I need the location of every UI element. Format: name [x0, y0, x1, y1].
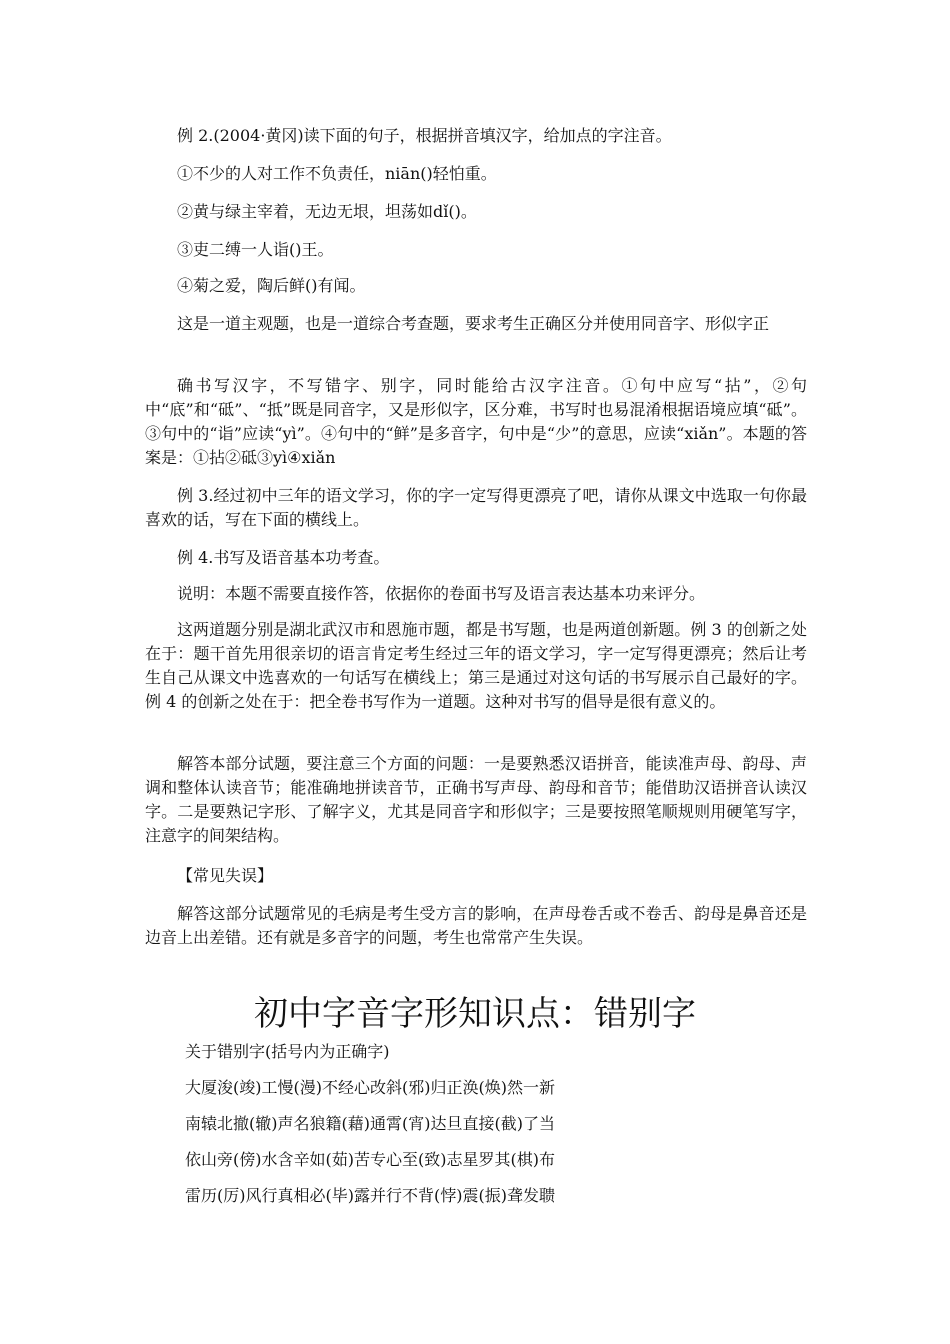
wrong-chars-line: 大厦浚(竣)工慢(漫)不经心改斜(邪)归正涣(焕)然一新 — [185, 1078, 555, 1097]
example3-text: 例 3.经过初中三年的语文学习，你的字一定写得更漂亮了吧，请你从课文中选取一句你最喜欢的话，写在下面的横线上。 — [145, 486, 807, 529]
section-title: 初中字音字形知识点：错别字 — [254, 994, 696, 1034]
example4-text: 例 4.书写及语音基本功考查。 — [177, 548, 390, 567]
example2-analysis-part2: 确书写汉字，不写错字、别字，同时能给古汉字注音。①句中应写“拈”，②句中“底”和“砥”、“抵”既是同音字，又是形似字，区分难，书写时也易混淆根据语境应填“砥”。③句中的“诣”应读“yì”。④句中的“鲜”是多音字，句中是“少”的意思，应读“xiǎn”。本题的答案是：①拈②砥③yì④xiǎn — [145, 376, 807, 467]
example2-item-3: ③吏二缚一人诣()王。 — [177, 240, 334, 259]
wrong-chars-line: 依山旁(傍)水含辛如(茹)苦专心至(致)志星罗其(棋)布 — [185, 1150, 555, 1169]
note-text: 说明：本题不需要直接作答，依据你的卷面书写及语言表达基本功来评分。 — [177, 584, 706, 603]
common-errors-text: 解答这部分试题常见的毛病是考生受方言的影响，在声母卷舌或不卷舌、韵母是鼻音还是边音上出差错。还有就是多音字的问题，考生也常常产生失误。 — [145, 904, 807, 947]
wrong-chars-line: 南辕北撤(辙)声名狼籍(藉)通霄(宵)达旦直接(截)了当 — [185, 1114, 555, 1133]
wrong-chars-intro: 关于错别字(括号内为正确字) — [185, 1042, 390, 1061]
example2-item-2: ②黄与绿主宰着，无边无垠，坦荡如dǐ()。 — [177, 202, 477, 221]
example2-heading: 例 2.(2004·黄冈)读下面的句子，根据拼音填汉字，给加点的字注音。 — [177, 126, 672, 145]
commentary-text: 这两道题分别是湖北武汉市和恩施市题，都是书写题，也是两道创新题。例 3 的创新之处在于：题干首先用很亲切的语言肯定考生经过三年的语文学习，字一定写得更漂亮；然后让考生自己从课文中选喜欢的一句话写在横线上；第三是通过对这句话的书写展示自己最好的字。例 4 的创新之处在于：把全卷书写作为一道题。这种对书写的倡导是很有意义的。 — [145, 620, 807, 711]
example2-item-1: ①不少的人对工作不负责任，niān()轻怕重。 — [177, 164, 497, 183]
common-errors-heading: 【常见失误】 — [177, 866, 274, 885]
method-text: 解答本部分试题，要注意三个方面的问题：一是要熟悉汉语拼音，能读准声母、韵母、声调和整体认读音节；能准确地拼读音节，正确书写声母、韵母和音节；能借助汉语拼音认读汉字。二是要熟记字形、了解字义，尤其是同音字和形似字；三是要按照笔顺规则用硬笔写字，注意字的间架结构。 — [145, 754, 807, 845]
wrong-chars-line: 雷历(厉)风行真相必(毕)露并行不背(悖)震(振)聋发聩 — [185, 1186, 555, 1205]
example2-analysis-part1: 这是一道主观题，也是一道综合考查题，要求考生正确区分并使用同音字、形似字正 — [177, 314, 770, 333]
example2-item-4: ④菊之爱，陶后鲜()有闻。 — [177, 276, 366, 295]
